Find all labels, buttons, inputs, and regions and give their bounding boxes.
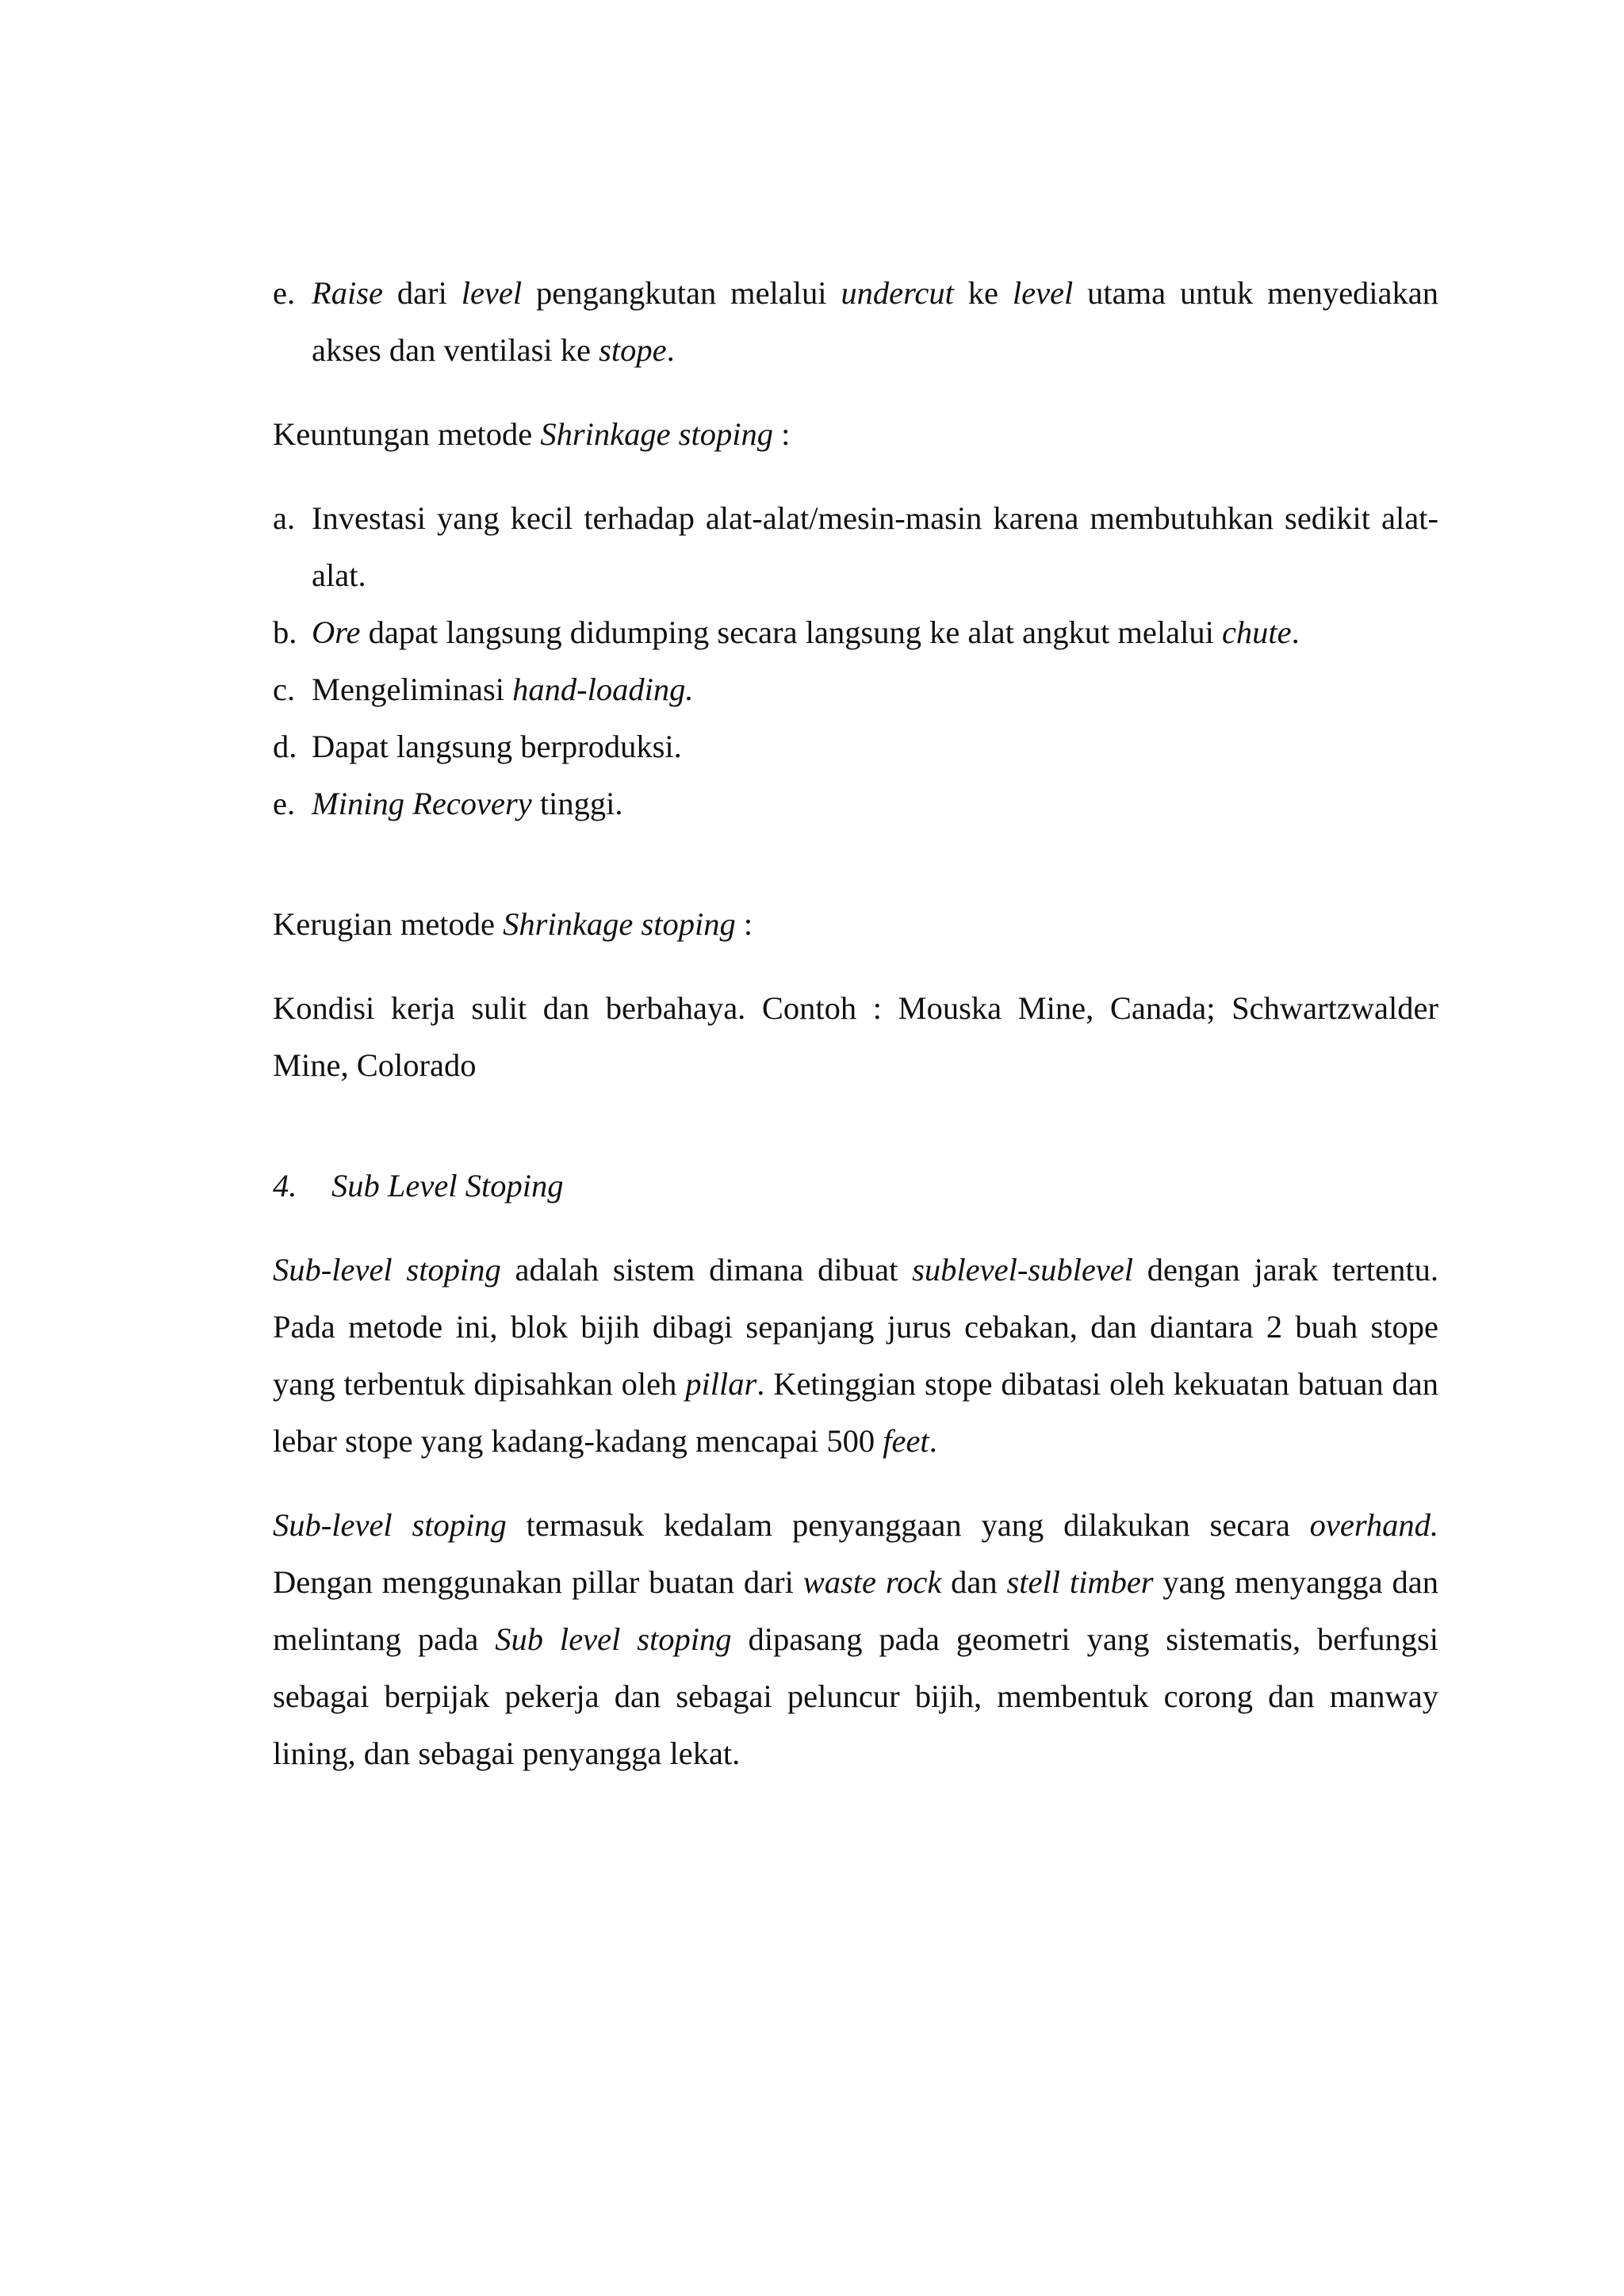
italic-term: waste rock (802, 1564, 942, 1600)
list-marker: a. (273, 500, 296, 536)
text-run: . (1291, 614, 1300, 650)
list-marker: b. (273, 614, 297, 650)
italic-term: Mining Recovery (312, 786, 532, 821)
text-run: Dapat langsung berproduksi. (312, 729, 682, 764)
text-run: dan (941, 1564, 1007, 1600)
advantages-list (273, 490, 1438, 832)
text-run: Keuntungan metode (273, 416, 541, 452)
list-marker: e. (273, 275, 296, 311)
text-run: Investasi yang kecil terhadap alat-alat/mesin-masin karena membutuhkan sedikit alat-alat. (312, 500, 1438, 593)
document-page (273, 265, 1438, 1782)
list-item-text (312, 275, 1438, 368)
list-item-text (312, 729, 682, 764)
list-item-text (312, 786, 623, 821)
italic-term: overhand. (1309, 1507, 1439, 1543)
disadvantages-body (273, 980, 1438, 1094)
italic-term: Shrinkage stoping (503, 906, 736, 942)
advantage-item (273, 604, 1438, 661)
advantage-item (273, 490, 1438, 604)
text-run: adalah sistem dimana dibuat (500, 1252, 913, 1288)
text-run: dapat langsung didumping secara langsung ke alat angkut melalui (360, 614, 1222, 650)
italic-term: Ore (312, 614, 361, 650)
italic-term: Sub level stoping (495, 1621, 732, 1657)
text-run: pengangkutan melalui (522, 275, 841, 311)
text-run: tinggi. (531, 786, 623, 821)
text-run: Kondisi kerja sulit dan berbahaya. Contoh : Mouska Mine, Canada; Schwartzwalder Mine, Colorado (273, 990, 1438, 1083)
text-run: . (666, 332, 675, 368)
italic-term: sublevel-sublevel (912, 1252, 1134, 1288)
text-run: dari (382, 275, 462, 311)
text-run: Kerugian metode (273, 906, 504, 942)
text-run: utama untuk menyediakan akses dan ventilasi ke (312, 275, 1439, 368)
body-paragraph-1 (273, 1242, 1438, 1470)
text-run: ke (953, 275, 1013, 311)
italic-term: level (1012, 275, 1074, 311)
text-run: : (735, 906, 753, 942)
italic-term: Raise (312, 275, 383, 311)
italic-term: hand-loading. (512, 672, 694, 707)
text-run: . (929, 1423, 937, 1459)
advantage-item (273, 775, 1438, 832)
section-heading (273, 1158, 1438, 1215)
list-item-text (312, 614, 1300, 650)
italic-term: stell timber (1006, 1564, 1154, 1600)
text-run: dipasang pada geometri yang sistematis, berfungsi sebagai berpijak pekerja dan sebagai peluncur bijih, membentuk corong dan manway lining, dan sebagai penyangga lekat. (273, 1621, 1439, 1771)
text-run: yang menyangga dan melintang pada (273, 1564, 1438, 1657)
italic-term: undercut (841, 275, 954, 311)
italic-term: level (461, 275, 523, 311)
body-paragraph-2 (273, 1497, 1438, 1782)
text-run: Dengan menggunakan pillar buatan dari (273, 1564, 803, 1600)
section-title: Sub Level Stoping (331, 1168, 564, 1203)
section-number: 4. (273, 1168, 297, 1203)
italic-term: feet (883, 1423, 929, 1459)
list-item-text (312, 672, 693, 707)
text-run: : (773, 416, 791, 452)
italic-term: pillar (685, 1366, 757, 1402)
list-marker: e. (273, 786, 296, 821)
italic-term: Sub-level stoping (273, 1252, 501, 1288)
list-item-e-ventilation (273, 265, 1438, 379)
italic-term: Sub-level stoping (273, 1507, 507, 1543)
list-marker: c. (273, 672, 296, 707)
text-run: Mengeliminasi (312, 672, 513, 707)
italic-term: stope (599, 332, 667, 368)
list-marker: d. (273, 729, 297, 764)
italic-term: Shrinkage stoping (540, 416, 774, 452)
advantage-item (273, 718, 1438, 775)
text-run: termasuk kedalam penyanggaan yang dilakukan secara (506, 1507, 1310, 1543)
list-item-text (312, 500, 1438, 593)
advantage-item (273, 661, 1438, 718)
disadvantages-heading (273, 896, 1438, 953)
italic-term: chute (1221, 614, 1292, 650)
text-run: dengan jarak tertentu. Pada metode ini, blok bijih dibagi sepanjang jurus cebakan, dan diantara 2 buah stope yang terbentuk dipisahkan oleh (273, 1252, 1439, 1402)
text-run: . Ketinggian stope dibatasi oleh kekuatan batuan dan lebar stope yang kadang-kadang mencapai 500 (273, 1366, 1438, 1459)
advantages-heading (273, 406, 1438, 463)
